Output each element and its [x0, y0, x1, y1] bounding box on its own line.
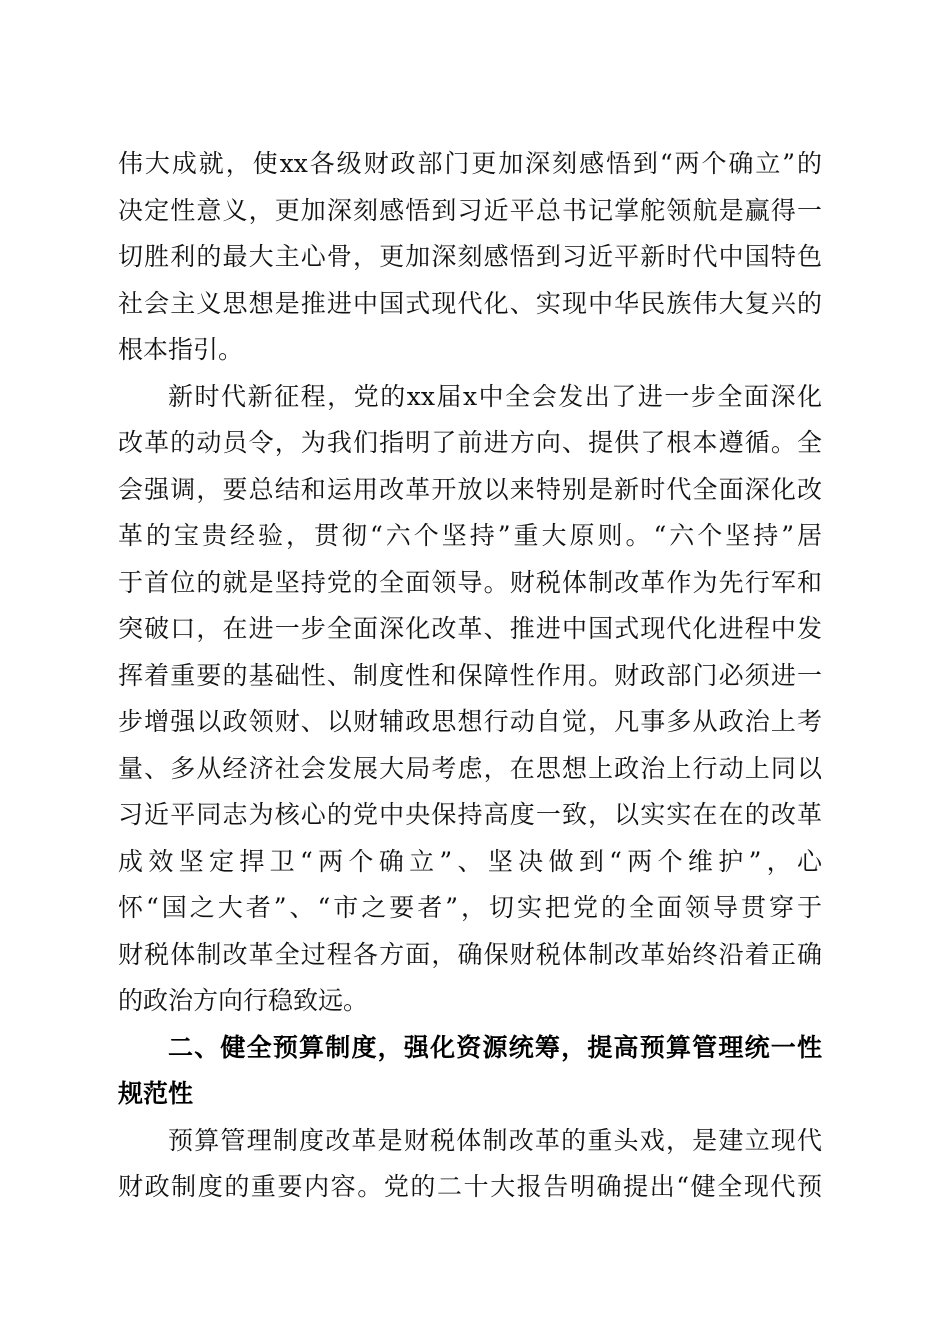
- paragraph-2-line-4: 革的宝贵经验，贯彻“六个坚持”重大原则。“六个坚持”居: [118, 521, 822, 550]
- paragraph-2-line-11: 成效坚定捍卫“两个确立”、坚决做到“两个维护”，心: [118, 846, 822, 876]
- paragraph-3-line-1: 预算管理制度改革是财税体制改革的重头戏，是建立现代: [168, 1125, 822, 1155]
- paragraph-1-line-5: 根本指引。: [118, 335, 244, 364]
- paragraph-2-line-7: 挥着重要的基础性、制度性和保障性作用。财政部门必须进一: [118, 660, 822, 690]
- paragraph-2-line-1: 新时代新征程，党的xx届x中全会发出了进一步全面深化: [168, 381, 822, 411]
- section-heading-line-1: 二、健全预算制度，强化资源统筹，提高预算管理统一性: [168, 1032, 822, 1062]
- paragraph-1-line-4: 社会主义思想是推进中国式现代化、实现中华民族伟大复兴的: [118, 288, 822, 318]
- paragraph-2-line-8: 步增强以政领财、以财辅政思想行动自觉，凡事多从政治上考: [118, 707, 822, 736]
- paragraph-2-line-3: 会强调，要总结和运用改革开放以来特别是新时代全面深化改: [118, 474, 822, 504]
- paragraph-2-line-10: 习近平同志为核心的党中央保持高度一致，以实实在在的改革: [118, 800, 822, 829]
- paragraph-3-line-2: 财政制度的重要内容。党的二十大报告明确提出“健全现代预: [118, 1172, 822, 1201]
- paragraph-2-line-2: 改革的动员令，为我们指明了前进方向、提供了根本遵循。全: [118, 428, 822, 457]
- paragraph-2-line-9: 量、多从经济社会发展大局考虑，在思想上政治上行动上同以: [118, 753, 822, 783]
- paragraph-1-line-2: 决定性意义，更加深刻感悟到习近平总书记掌舵领航是赢得一: [118, 195, 822, 225]
- document-body: [118, 141, 822, 1211]
- paragraph-2-line-5: 于首位的就是坚持党的全面领导。财税体制改革作为先行军和: [118, 567, 822, 597]
- paragraph-1-line-3: 切胜利的最大主心骨，更加深刻感悟到习近平新时代中国特色: [118, 242, 822, 271]
- section-heading-line-2: 规范性: [118, 1079, 194, 1108]
- paragraph-2-line-12: 怀“国之大者”、“市之要者”，切实把党的全面领导贯穿于: [118, 893, 822, 922]
- paragraph-2-line-6: 突破口，在进一步全面深化改革、推进中国式现代化进程中发: [118, 614, 822, 643]
- paragraph-1-line-1: 伟大成就，使xx各级财政部门更加深刻感悟到“两个确立”的: [118, 149, 822, 178]
- paragraph-2-line-14: 的政治方向行稳致远。: [118, 986, 369, 1015]
- paragraph-2-line-13: 财税体制改革全过程各方面，确保财税体制改革始终沿着正确: [118, 939, 822, 969]
